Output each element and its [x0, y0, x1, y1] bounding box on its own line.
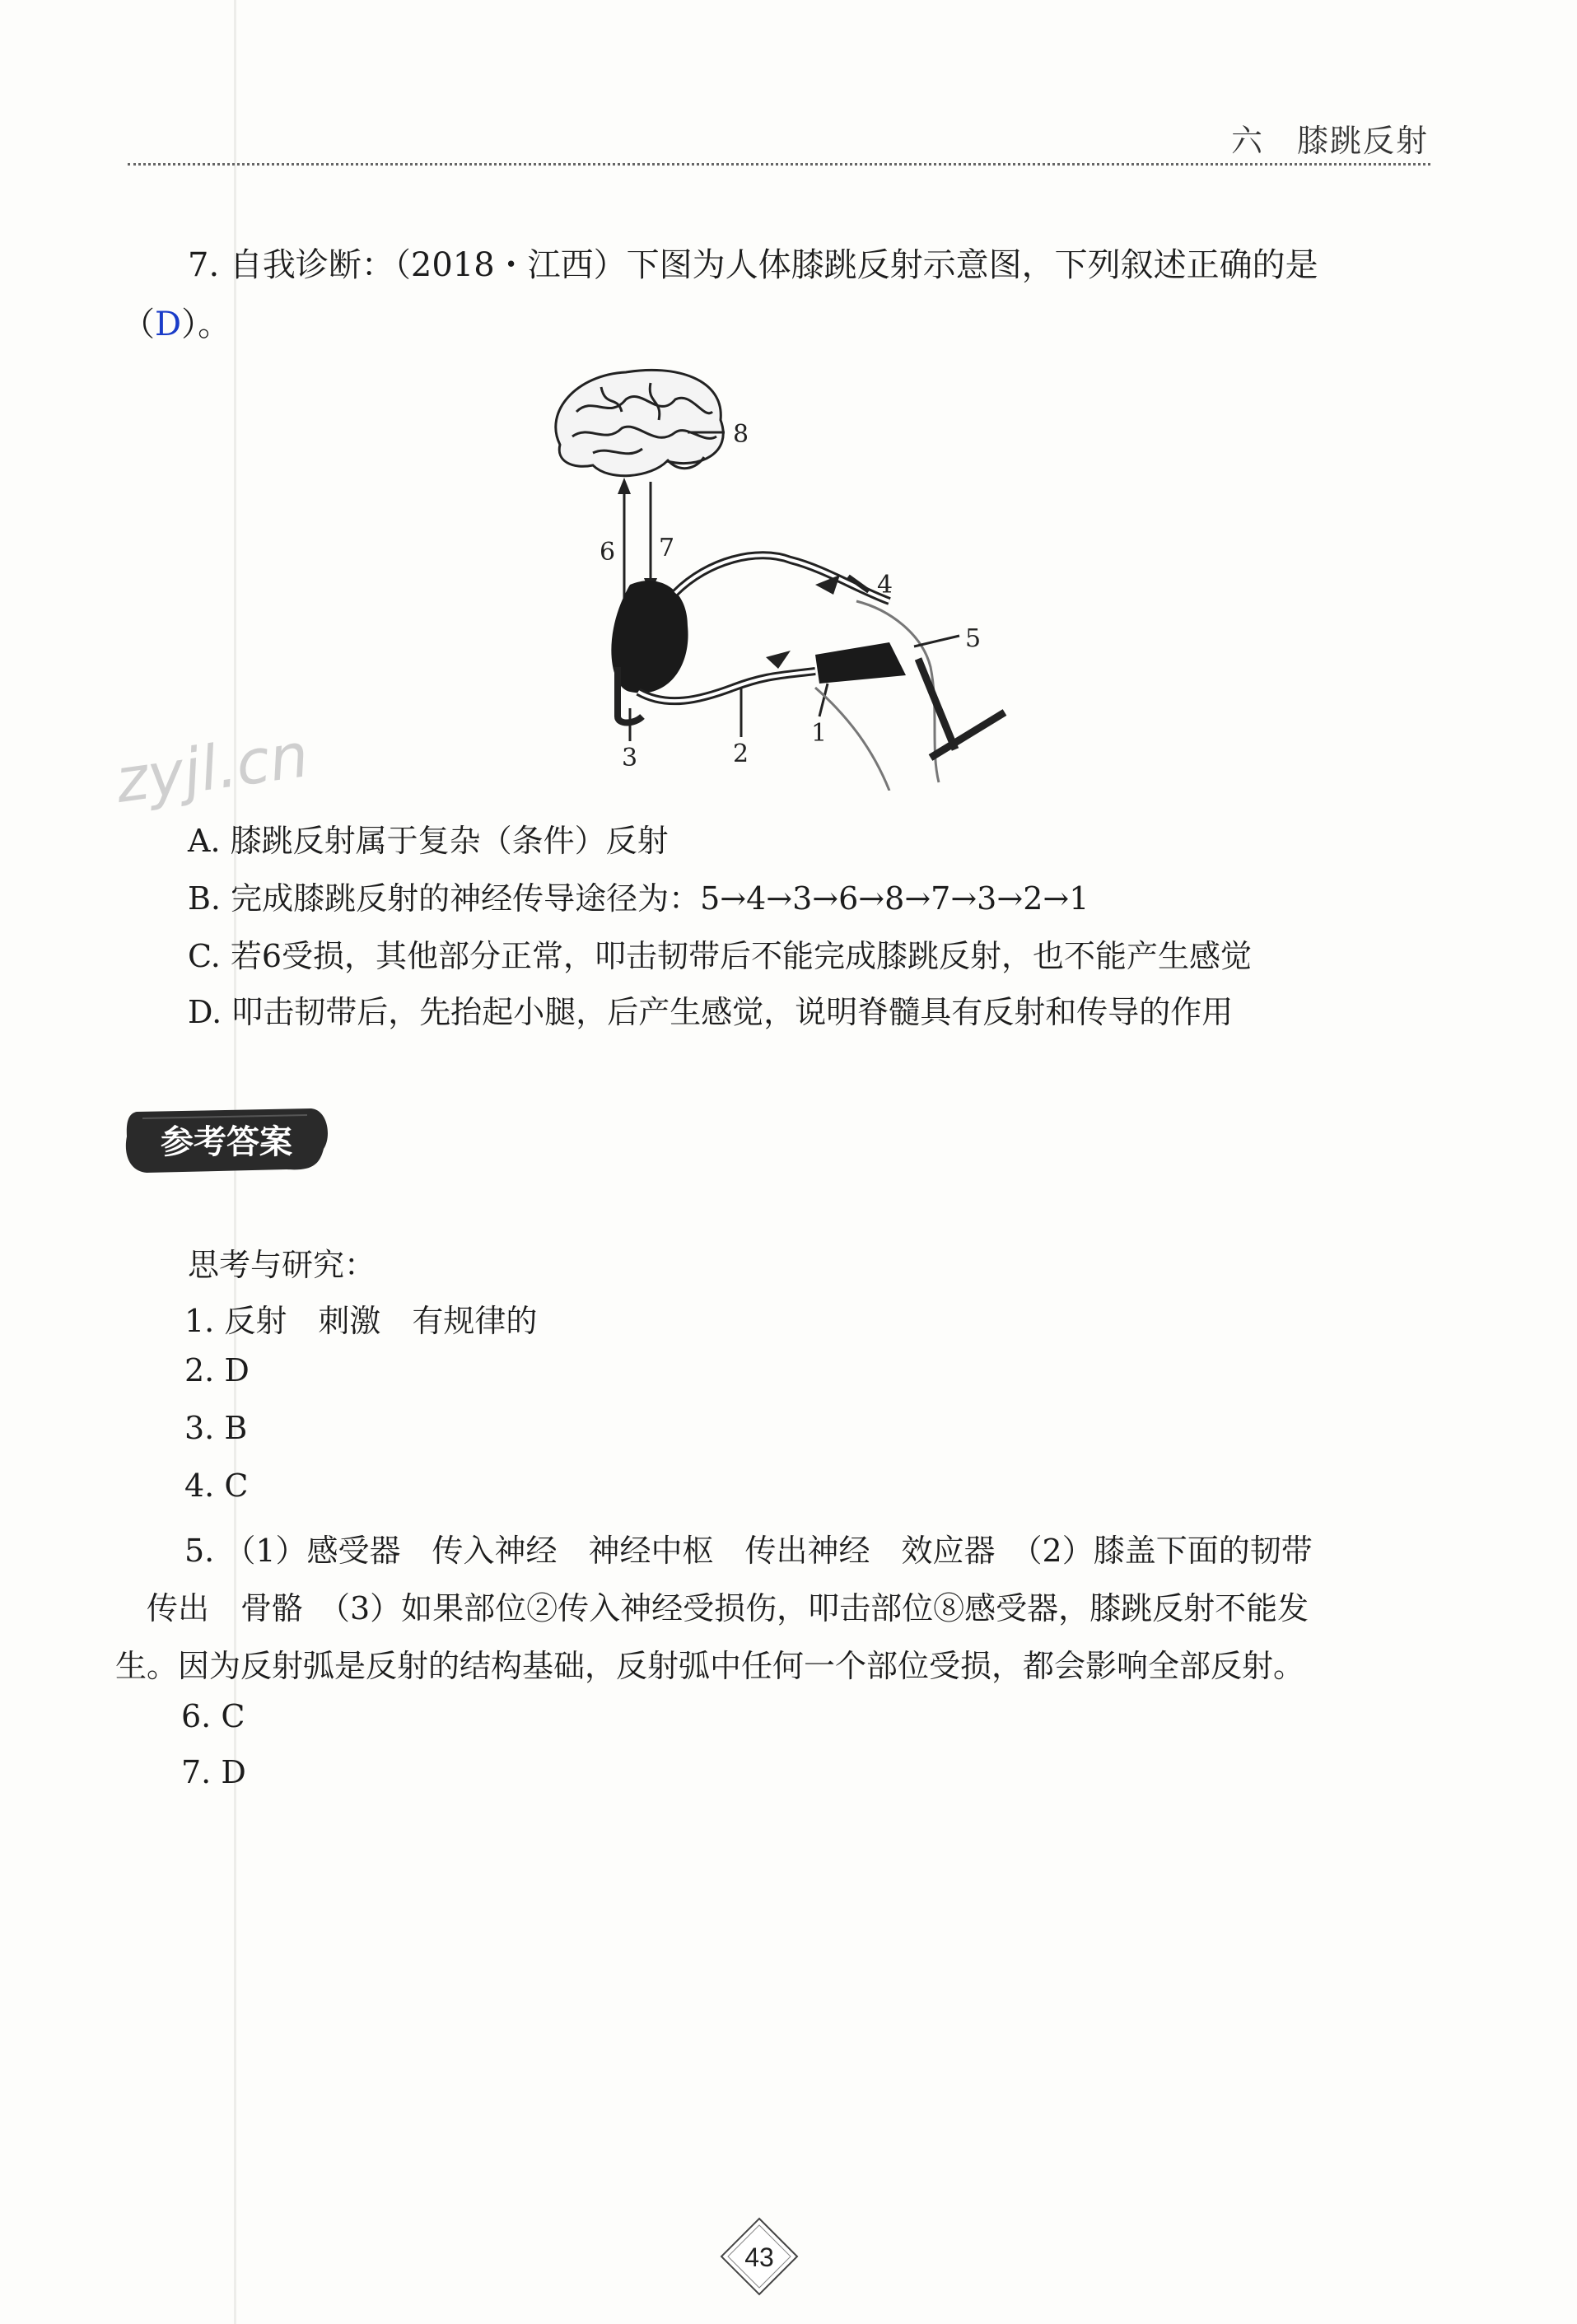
leg-outline — [815, 601, 939, 791]
label-5: 5 — [965, 624, 982, 653]
reference-answers-badge — [122, 1104, 332, 1176]
option-a: A. 膝跳反射属于复杂（条件）反射 — [188, 823, 669, 859]
answer-5-line-1: 5. （1）感受器 传入神经 神经中枢 传出神经 效应器 （2）膝盖下面的韧带 — [184, 1533, 1313, 1569]
answer-5-line-3: 生。因为反射弧是反射的结构基础，反射弧中任何一个部位受损，都会影响全部反射。 — [115, 1648, 1305, 1684]
afferent-nerve — [675, 555, 889, 601]
question-7-stem: 7. 自我诊断：（2018・江西）下图为人体膝跳反射示意图，下列叙述正确的是 — [188, 246, 1318, 284]
answer-7: 7. D — [181, 1754, 246, 1790]
label-2: 2 — [733, 740, 749, 768]
label-6: 6 — [600, 538, 616, 567]
chapter-header: 六 膝跳反射 — [1230, 123, 1429, 159]
option-d: D. 叩击韧带后，先抬起小腿，后产生感觉，说明脊髓具有反射和传导的作用 — [188, 994, 1234, 1030]
answer-4: 4. C — [184, 1468, 249, 1504]
label-8: 8 — [733, 420, 749, 449]
header-divider — [128, 163, 1430, 166]
badge-text: 参考答案 — [161, 1122, 292, 1161]
option-b: B. 完成膝跳反射的神经传导途径为：5→4→3→6→8→7→3→2→1 — [188, 880, 1089, 917]
reference-heading: 思考与研究： — [188, 1247, 376, 1283]
brain-illustration — [556, 370, 723, 475]
thigh-muscle — [815, 642, 906, 684]
answer-1: 1. 反射 刺激 有规律的 — [184, 1303, 538, 1339]
answer-6: 6. C — [181, 1698, 245, 1734]
question-7-answer: D — [155, 306, 182, 343]
knee-jerk-reflex-diagram — [544, 362, 1021, 791]
watermark: zyjl.cn — [111, 720, 313, 817]
answer-3: 3. B — [184, 1410, 248, 1446]
page-number-badge — [718, 2215, 800, 2298]
answer-2: 2. D — [184, 1352, 250, 1388]
page-number: 43 — [744, 2242, 774, 2272]
paren-open: （ — [122, 306, 155, 343]
answer-5-line-2: 传出 骨骼 （3）如果部位②传入神经受损伤，叩击部位⑧感受器，膝跳反射不能发 — [147, 1590, 1309, 1626]
label-4: 4 — [877, 571, 893, 600]
spinal-cord-section — [611, 581, 688, 693]
question-7-answer-line — [122, 298, 231, 345]
paren-close: ）。 — [181, 306, 231, 343]
label-1: 1 — [811, 719, 828, 748]
label-7: 7 — [659, 534, 675, 562]
option-c: C. 若6受损，其他部分正常，叩击韧带后不能完成膝跳反射，也不能产生感觉 — [188, 938, 1253, 974]
label-3: 3 — [622, 744, 638, 772]
